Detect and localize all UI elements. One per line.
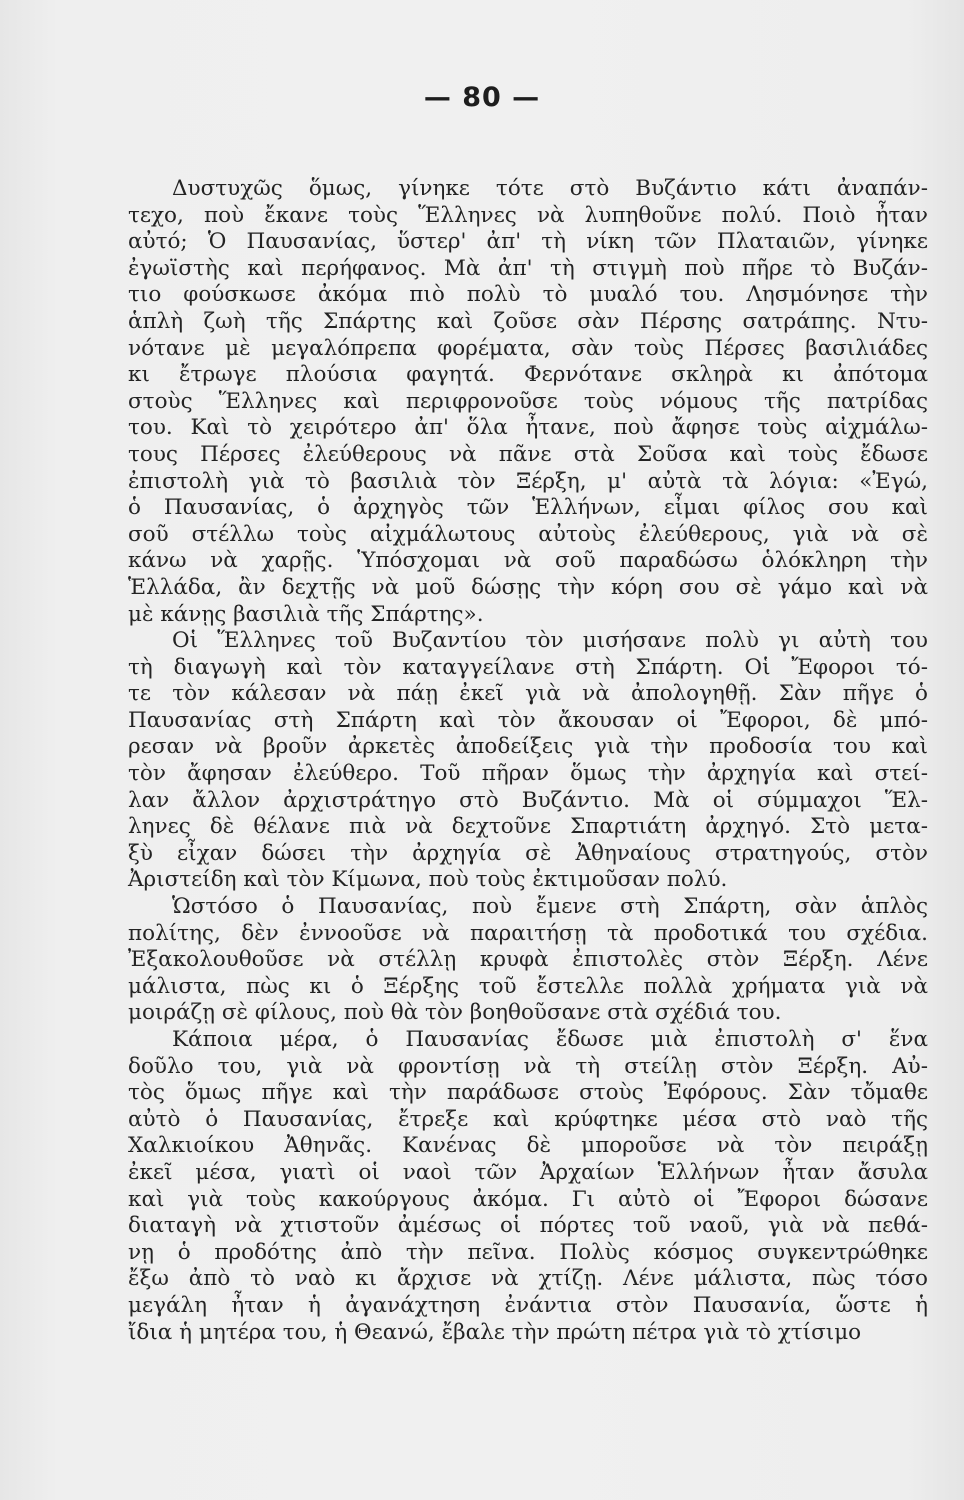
text-line: Ἐξακολουθοῦσε νὰ στέλλῃ κρυφὰ ἐπιστολὲς στὸν Ξέρξη. Λένε: [128, 947, 928, 973]
text-line: νότανε μὲ μεγαλόπρεπα φορέματα, σὰν τοὺς Πέρσες βασιλιάδες: [128, 335, 928, 361]
text-line: ἐπιστολὴ γιὰ τὸ βασιλιὰ τὸν Ξέρξη, μ' αὐτὰ τὰ λόγια: «Ἐγώ,: [128, 468, 928, 494]
text-line: μεγάλη ἦταν ἡ ἀγανάχτηση ἐνάντια στὸν Παυσανία, ὥστε ἡ: [128, 1292, 928, 1318]
text-line: τὸς ὅμως πῆγε καὶ τὴν παράδωσε στοὺς Ἐφόρους. Σὰν τὄμαθε: [128, 1080, 928, 1106]
text-line: μὲ κάνῃς βασιλιὰ τῆς Σπάρτης».: [128, 601, 484, 627]
text-line: τὴ διαγωγὴ καὶ τὸν καταγγείλανε στὴ Σπάρτη. Οἱ Ἔφοροι τό-: [128, 654, 928, 680]
text-line: διαταγὴ νὰ χτιστοῦν ἀμέσως οἱ πόρτες τοῦ ναοῦ, γιὰ νὰ πεθά-: [128, 1213, 928, 1239]
text-line: τὸν ἄφησαν ἐλεύθερο. Τοῦ πῆραν ὅμως τὴν ἀρχηγία καὶ στεί-: [128, 761, 928, 787]
text-line: στοὺς Ἕλληνες καὶ περιφρονοῦσε τοὺς νόμους τῆς πατρίδας: [128, 388, 928, 414]
text-line: ρεσαν νὰ βροῦν ἀρκετὲς ἀποδείξεις γιὰ τὴν προδοσία του καὶ: [128, 734, 928, 760]
page-number: — 80 —: [423, 82, 541, 113]
paragraph: [128, 1027, 928, 1346]
text-line: Ὡστόσο ὁ Παυσανίας, ποὺ ἔμενε στὴ Σπάρτη, σὰν ἁπλὸς: [172, 894, 928, 920]
text-line: ξὺ εἶχαν δώσει τὴν ἀρχηγία σὲ Ἀθηναίους στρατηγούς, στὸν: [128, 840, 928, 866]
text-line: νῃ ὁ προδότης ἀπὸ τὴν πεῖνα. Πολὺς κόσμος συγκεντρώθηκε: [128, 1239, 928, 1265]
text-line: καὶ γιὰ τοὺς κακούργους ἀκόμα. Γι αὐτὸ οἱ Ἔφοροι δώσανε: [128, 1186, 928, 1212]
text-line: του. Καὶ τὸ χειρότερο ἀπ' ὅλα ἦτανε, ποὺ ἄφησε τοὺς αἰχμάλω-: [128, 415, 928, 441]
text-line: λαν ἄλλον ἀρχιστράτηγο στὸ Βυζάντιο. Μὰ οἱ σύμμαχοι Ἕλ-: [128, 787, 928, 813]
body-text: [128, 176, 928, 1346]
text-line: κάνω νὰ χαρῇς. Ὑπόσχομαι νὰ σοῦ παραδώσω ὁλόκληρη τὴν: [128, 548, 928, 574]
text-line: σοῦ στέλλω τοὺς αἰχμάλωτους αὐτοὺς ἐλεύθερους, γιὰ νὰ σὲ: [128, 521, 928, 547]
text-line: αὐτὸ ὁ Παυσανίας, ἔτρεξε καὶ κρύφτηκε μέσα στὸ ναὸ τῆς: [128, 1106, 928, 1132]
text-line: ἔξω ἀπὸ τὸ ναὸ κι ἄρχισε νὰ χτίζῃ. Λένε μάλιστα, πὼς τόσο: [128, 1266, 928, 1292]
paragraph: [128, 628, 928, 894]
text-line: αὐτό; Ὁ Παυσανίας, ὕστερ' ἀπ' τὴ νίκη τῶν Πλαταιῶν, γίνηκε: [128, 229, 928, 255]
text-line: Ἑλλάδα, ἂν δεχτῇς νὰ μοῦ δώσῃς τὴν κόρη σου σὲ γάμο καὶ νὰ: [128, 574, 928, 600]
paragraph: [128, 894, 928, 1027]
text-line: πολίτης, δὲν ἐννοοῦσε νὰ παραιτήσῃ τὰ προδοτικά του σχέδια.: [128, 920, 928, 946]
text-line: τεχο, ποὺ ἔκανε τοὺς Ἕλληνες νὰ λυπηθοῦνε πολύ. Ποιὸ ἦταν: [128, 202, 928, 228]
text-line: τιο φούσκωσε ἀκόμα πιὸ πολὺ τὸ μυαλό του. Λησμόνησε τὴν: [128, 282, 928, 308]
paragraph: [128, 176, 928, 628]
text-line: Παυσανίας στὴ Σπάρτη καὶ τὸν ἄκουσαν οἱ Ἔφοροι, δὲ μπό-: [128, 707, 928, 733]
text-line: Κάποια μέρα, ὁ Παυσανίας ἔδωσε μιὰ ἐπιστολὴ σ' ἕνα: [172, 1027, 928, 1052]
text-line: μάλιστα, πὼς κι ὁ Ξέρξης τοῦ ἔστελλε πολλὰ χρήματα γιὰ νὰ: [128, 973, 928, 999]
text-line: τους Πέρσες ἐλεύθερους νὰ πᾶνε στὰ Σοῦσα καὶ τοὺς ἔδωσε: [128, 441, 928, 467]
text-line: ἁπλὴ ζωὴ τῆς Σπάρτης καὶ ζοῦσε σὰν Πέρσης σατράπης. Ντυ-: [128, 308, 928, 334]
text-line: ἐκεῖ μέσα, γιατὶ οἱ ναοὶ τῶν Ἀρχαίων Ἑλλήνων ἦταν ἄσυλα: [128, 1159, 928, 1185]
text-line: κι ἔτρωγε πλούσια φαγητά. Φερνότανε σκληρὰ κι ἀπότομα: [128, 362, 928, 388]
text-line: ληνες δὲ θέλανε πιὰ νὰ δεχτοῦνε Σπαρτιάτη ἀρχηγό. Στὸ μετα-: [128, 814, 928, 840]
text-line: ἴδια ἡ μητέρα του, ἡ Θεανώ, ἔβαλε τὴν πρώτη πέτρα γιὰ τὸ χτίσιμο: [128, 1319, 862, 1345]
text-line: Δυστυχῶς ὅμως, γίνηκε τότε στὸ Βυζάντιο κάτι ἀναπάν-: [172, 176, 928, 201]
text-line: ἐγωϊστὴς καὶ περήφανος. Μὰ ἀπ' τὴ στιγμὴ ποὺ πῆρε τὸ Βυζάν-: [128, 255, 928, 281]
text-line: Χαλκιοίκου Ἀθηνᾶς. Κανένας δὲ μποροῦσε νὰ τὸν πειράξῃ: [128, 1133, 928, 1159]
text-line: μοιράζῃ σὲ φίλους, ποὺ θὰ τὸν βοηθοῦσανε στὰ σχέδιά του.: [128, 1000, 782, 1026]
text-line: ὁ Παυσανίας, ὁ ἀρχηγὸς τῶν Ἑλλήνων, εἶμαι φίλος σου καὶ: [128, 495, 928, 521]
text-line: Οἱ Ἕλληνες τοῦ Βυζαντίου τὸν μισήσανε πολὺ γι αὐτὴ του: [172, 628, 928, 654]
text-line: Ἀριστείδη καὶ τὸν Κίμωνα, ποὺ τοὺς ἐκτιμοῦσαν πολύ.: [128, 867, 728, 893]
text-line: δοῦλο του, γιὰ νὰ φροντίσῃ νὰ τὴ στείλῃ στὸν Ξέρξη. Αὐ-: [128, 1053, 928, 1079]
text-line: τε τὸν κάλεσαν νὰ πάῃ ἐκεῖ γιὰ νὰ ἀπολογηθῇ. Σὰν πῆγε ὁ: [128, 681, 928, 707]
